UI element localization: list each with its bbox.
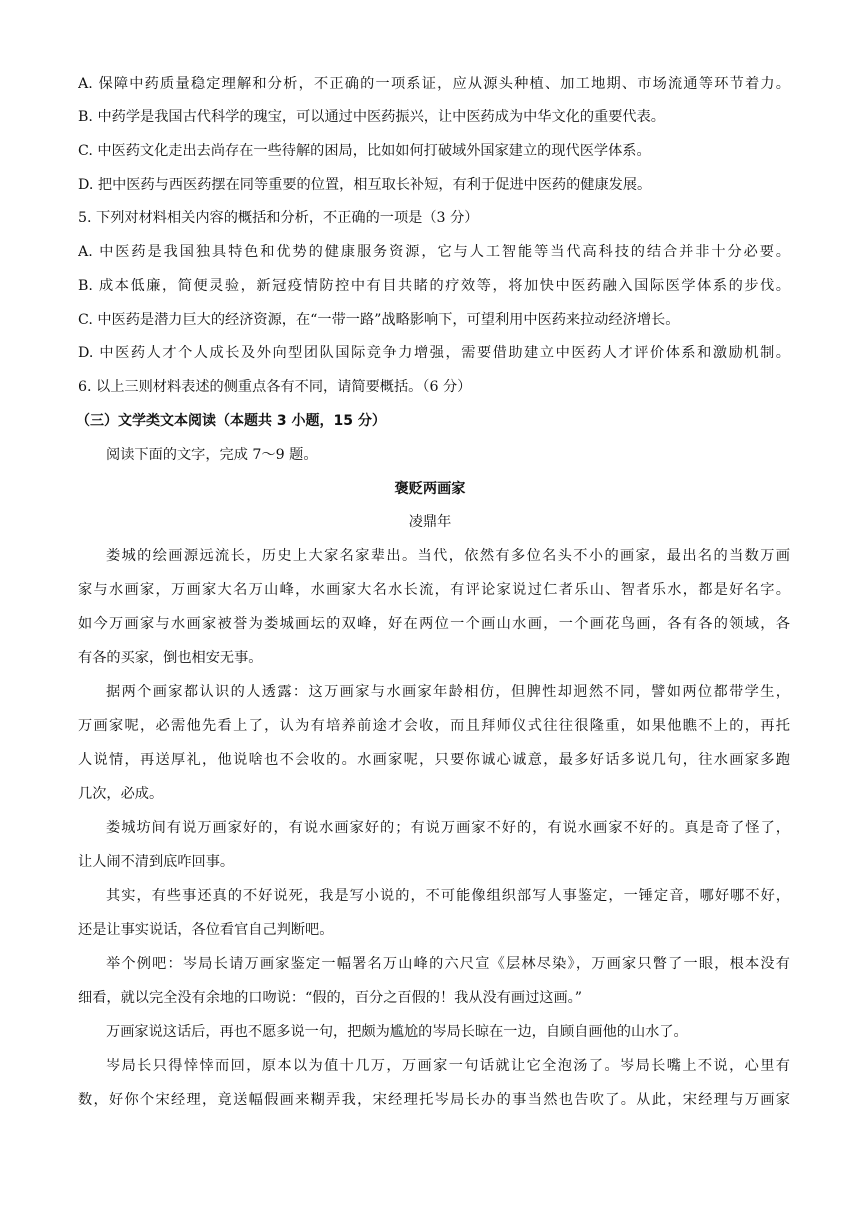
q4-option-c: C. 中医药文化走出去尚存在一些待解的困局，比如如何打破域外国家建立的现代医学体系。	[78, 143, 651, 159]
q5-option-d: D. 中医药人才个人成长及外向型团队国际竞争力增强，需要借助建立中医药人才评价体系和激励机制。	[78, 345, 790, 361]
article-line: 万画家呢，必需他先看上了，认为有培养前途才会收，而且拜师仪式往往很隆重，如果他瞧不上的，再托	[78, 718, 790, 734]
section-instruction: 阅读下面的文字，完成 7～9 题。	[106, 447, 318, 463]
q4-option-d: D. 把中医药与西医药摆在同等重要的位置，相互取长补短，有利于促进中医药的健康发展。	[78, 177, 652, 193]
q4-option-b: B. 中药学是我国古代科学的瑰宝，可以通过中医药振兴，让中医药成为中华文化的重要代表。	[78, 109, 665, 125]
article-line: 其实，有些事还真的不好说死，我是写小说的，不可能像组织部写人事鉴定，一锤定音，哪好哪不好，	[106, 888, 790, 904]
article-line: 举个例吧：岑局长请万画家鉴定一幅署名万山峰的六尺宣《层林尽染》，万画家只瞥了一眼，根本没有	[106, 956, 790, 972]
q5-option-c: C. 中医药是潜力巨大的经济资源，在“一带一路”战略影响下，可望利用中医药来拉动经济增长。	[78, 312, 680, 328]
article-line: 还是让事实说话，各位看官自己判断吧。	[78, 922, 334, 938]
article-line: 据两个画家都认识的人透露：这万画家与水画家年龄相仿，但脾性却迥然不同，譬如两位都带学生，	[106, 684, 790, 700]
article-line: 细看，就以完全没有余地的口吻说：“假的，百分之百假的！我从没有画过这画。”	[78, 990, 582, 1006]
article-title: 褒贬两画家	[394, 481, 466, 497]
article-line: 有各的买家，倒也相安无事。	[78, 650, 263, 666]
article-line: 如今万画家与水画家被誉为娄城画坛的双峰，好在两位一个画山水画，一个画花鸟画，各有各的领域，各	[78, 616, 790, 632]
article-line: 娄城坊间有说万画家好的，有说水画家好的；有说万画家不好的，有说水画家不好的。真是奇了怪了，	[106, 820, 790, 836]
q5-option-a: A. 中医药是我国独具特色和优势的健康服务资源，它与人工智能等当代高科技的结合并非十分必要。	[78, 244, 790, 260]
q6-stem: 6. 以上三则材料表述的侧重点各有不同，请简要概括。（6 分）	[78, 379, 472, 395]
article-line: 岑局长只得悻悻而回，原本以为值十几万，万画家一句话就让它全泡汤了。岑局长嘴上不说，心里有	[106, 1058, 790, 1074]
article-line: 家与水画家，万画家大名万山峰，水画家大名水长流，有评论家说过仁者乐山、智者乐水，都是好名字。	[78, 582, 790, 598]
article-line: 人说情，再送厚礼，他说啥也不会收的。水画家呢，只要你诚心诚意，最多好话多说几句，往水画家多跑	[78, 752, 790, 768]
q5-stem: 5. 下列对材料相关内容的概括和分析，不正确的一项是（3 分）	[78, 210, 479, 226]
article-line: 娄城的绘画源远流长，历史上大家名家辈出。当代，依然有多位名头不小的画家，最出名的当数万画	[106, 548, 790, 564]
q4-option-a: A. 保障中药质量稳定理解和分析，不正确的一项系证，应从源头种植、加工地期、市场流通等环节着力。	[78, 76, 790, 92]
article-author: 凌鼎年	[408, 514, 452, 530]
article-line: 几次，必成。	[78, 786, 164, 802]
article-line: 让人闹不清到底咋回事。	[78, 854, 235, 870]
article-line: 数，好你个宋经理，竟送幅假画来糊弄我，宋经理托岑局长办的事当然也告吹了。从此，宋经理与万画家	[78, 1092, 790, 1108]
q5-option-b: B. 成本低廉，简便灵验，新冠疫情防控中有目共睹的疗效等，将加快中医药融入国际医学体系的步伐。	[78, 278, 790, 294]
article-line: 万画家说这话后，再也不愿多说一句，把颇为尴尬的岑局长晾在一边，自顾自画他的山水了。	[106, 1024, 688, 1040]
section-heading: （三）文学类文本阅读（本题共 3 小题，15 分）	[76, 413, 386, 429]
